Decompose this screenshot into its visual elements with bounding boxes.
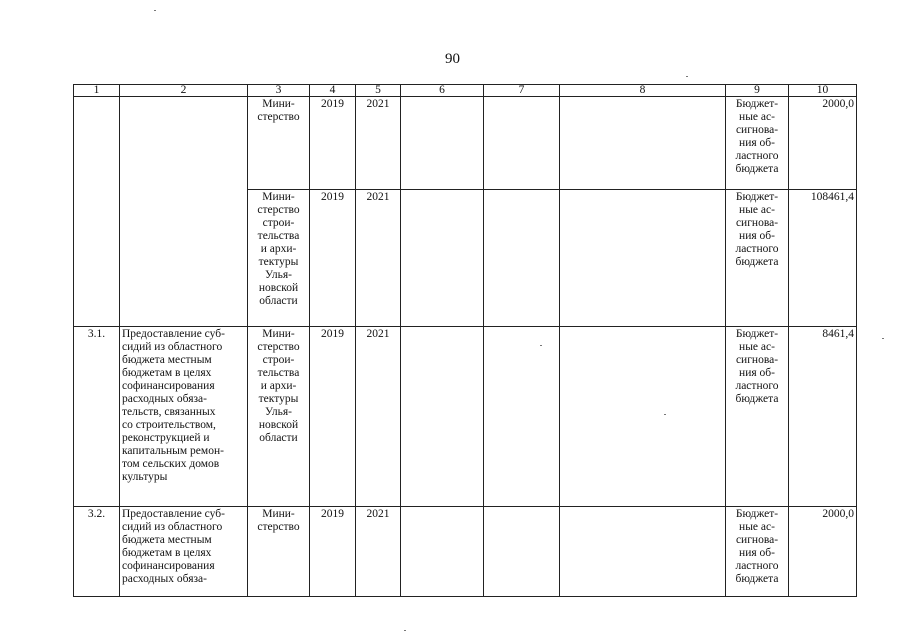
- measure-description-line: бюджетам в целях: [122, 367, 212, 379]
- scan-speck: [686, 76, 688, 77]
- funding-source-line: Бюджет-: [735, 98, 779, 110]
- responsible-ministry-line: Мини-: [262, 191, 295, 203]
- end-year: 2021: [356, 190, 401, 327]
- column-6: [401, 327, 484, 507]
- funding-source-line: ные ас-: [739, 111, 775, 123]
- table-row: [74, 507, 857, 597]
- scan-speck: [540, 345, 542, 346]
- funding-source-line: Бюджет-: [735, 328, 779, 340]
- measure-description-line: бюджета местным: [122, 354, 212, 366]
- funding-source-line: ные ас-: [739, 521, 775, 533]
- header-cell: 2: [120, 85, 248, 97]
- funding-source-line: сигнова-: [735, 534, 779, 546]
- column-8: [560, 97, 726, 190]
- scan-speck: [664, 414, 666, 415]
- column-8: [560, 190, 726, 327]
- responsible-ministry-line: и архи-: [260, 243, 297, 255]
- responsible-ministry-line: строи-: [262, 354, 295, 366]
- responsible-ministry-line: Улья-: [265, 269, 292, 281]
- funding-source: [726, 507, 789, 597]
- amount: 2000,0: [789, 97, 857, 190]
- column-6: [401, 507, 484, 597]
- measure-description-line: софинансирования: [122, 560, 215, 572]
- responsible-ministry-line: и архи-: [260, 380, 297, 392]
- measure-description-line: Предоставление суб-: [122, 328, 225, 340]
- measure-description-line: культуры: [122, 471, 168, 483]
- budget-table: [73, 84, 857, 597]
- measure-description-line: бюджетам в целях: [122, 547, 212, 559]
- responsible-ministry-line: новской: [258, 282, 299, 294]
- measure-description-line: расходных обяза-: [122, 573, 207, 585]
- scan-speck: [154, 10, 156, 11]
- responsible-ministry-line: тектуры: [258, 256, 299, 268]
- amount: 108461,4: [789, 190, 857, 327]
- responsible-ministry-line: стерство: [257, 521, 300, 533]
- responsible-ministry-line: Мини-: [262, 508, 295, 520]
- amount: 8461,4: [789, 327, 857, 507]
- funding-source-line: бюджета: [735, 256, 779, 268]
- responsible-ministry: [248, 327, 310, 507]
- responsible-ministry: [248, 190, 310, 327]
- funding-source-line: Бюджет-: [735, 508, 779, 520]
- measure-description-line: сидий из областного: [122, 341, 223, 353]
- scan-speck: [404, 630, 406, 631]
- funding-source-line: ния об-: [739, 230, 775, 242]
- header-cell: 7: [484, 85, 560, 97]
- funding-source-line: ластного: [735, 150, 779, 162]
- header-cell: 5: [356, 85, 401, 97]
- column-6: [401, 190, 484, 327]
- start-year: 2019: [310, 190, 356, 327]
- row-number: 3.2.: [74, 507, 120, 597]
- responsible-ministry: [248, 97, 310, 190]
- start-year: 2019: [310, 507, 356, 597]
- measure-description-line: со строительством,: [122, 419, 216, 431]
- table-row: [74, 327, 857, 507]
- funding-source-line: сигнова-: [735, 124, 779, 136]
- column-6: [401, 97, 484, 190]
- start-year: 2019: [310, 97, 356, 190]
- column-7: [484, 97, 560, 190]
- page-number: 90: [445, 51, 460, 67]
- measure-description-line: тельств, связанных: [122, 406, 216, 418]
- responsible-ministry: [248, 507, 310, 597]
- responsible-ministry-line: Мини-: [262, 98, 295, 110]
- header-cell: 1: [74, 85, 120, 97]
- responsible-ministry-line: области: [259, 295, 298, 307]
- amount: 2000,0: [789, 507, 857, 597]
- funding-source-line: бюджета: [735, 163, 779, 175]
- measure-description-line: сидий из областного: [122, 521, 223, 533]
- header-cell: 9: [726, 85, 789, 97]
- funding-source: [726, 327, 789, 507]
- measure-description-line: Предоставление суб-: [122, 508, 225, 520]
- funding-source-line: ластного: [735, 560, 779, 572]
- responsible-ministry-line: тельства: [257, 367, 300, 379]
- funding-source: [726, 190, 789, 327]
- funding-source-line: бюджета: [735, 573, 779, 585]
- responsible-ministry-line: новской: [258, 419, 299, 431]
- measure-description: [120, 327, 248, 507]
- responsible-ministry-line: стерство: [257, 341, 300, 353]
- responsible-ministry-line: строи-: [262, 217, 295, 229]
- measure-description-line: том сельских домов: [122, 458, 220, 470]
- scan-speck: [882, 338, 884, 339]
- responsible-ministry-line: Улья-: [265, 406, 292, 418]
- funding-source-line: Бюджет-: [735, 191, 779, 203]
- funding-source: [726, 97, 789, 190]
- header-cell: 4: [310, 85, 356, 97]
- measure-description-line: реконструкцией и: [122, 432, 210, 444]
- row-number: [74, 97, 120, 327]
- responsible-ministry-line: тельства: [257, 230, 300, 242]
- measure-description-line: расходных обяза-: [122, 393, 207, 405]
- responsible-ministry-line: тектуры: [258, 393, 299, 405]
- header-cell: 8: [560, 85, 726, 97]
- start-year: 2019: [310, 327, 356, 507]
- responsible-ministry-line: стерство: [257, 111, 300, 123]
- funding-source-line: бюджета: [735, 393, 779, 405]
- column-7: [484, 190, 560, 327]
- funding-source-line: ластного: [735, 243, 779, 255]
- funding-source-line: ния об-: [739, 547, 775, 559]
- end-year: 2021: [356, 327, 401, 507]
- funding-source-line: ния об-: [739, 367, 775, 379]
- header-cell: 6: [401, 85, 484, 97]
- table-row: [74, 97, 857, 190]
- measure-description: [120, 507, 248, 597]
- funding-source-line: ные ас-: [739, 204, 775, 216]
- funding-source-line: ния об-: [739, 137, 775, 149]
- end-year: 2021: [356, 507, 401, 597]
- column-7: [484, 327, 560, 507]
- measure-description-line: бюджета местным: [122, 534, 212, 546]
- responsible-ministry-line: стерство: [257, 204, 300, 216]
- column-7: [484, 507, 560, 597]
- column-8: [560, 327, 726, 507]
- column-8: [560, 507, 726, 597]
- responsible-ministry-line: области: [259, 432, 298, 444]
- end-year: 2021: [356, 97, 401, 190]
- funding-source-line: сигнова-: [735, 217, 779, 229]
- responsible-ministry-line: Мини-: [262, 328, 295, 340]
- funding-source-line: сигнова-: [735, 354, 779, 366]
- header-cell: 3: [248, 85, 310, 97]
- header-row: [74, 85, 857, 97]
- header-cell: 10: [789, 85, 857, 97]
- measure-description-line: софинансирования: [122, 380, 215, 392]
- measure-description-line: капитальным ремон-: [122, 445, 224, 457]
- funding-source-line: ные ас-: [739, 341, 775, 353]
- funding-source-line: ластного: [735, 380, 779, 392]
- measure-description: [120, 97, 248, 327]
- row-number: 3.1.: [74, 327, 120, 507]
